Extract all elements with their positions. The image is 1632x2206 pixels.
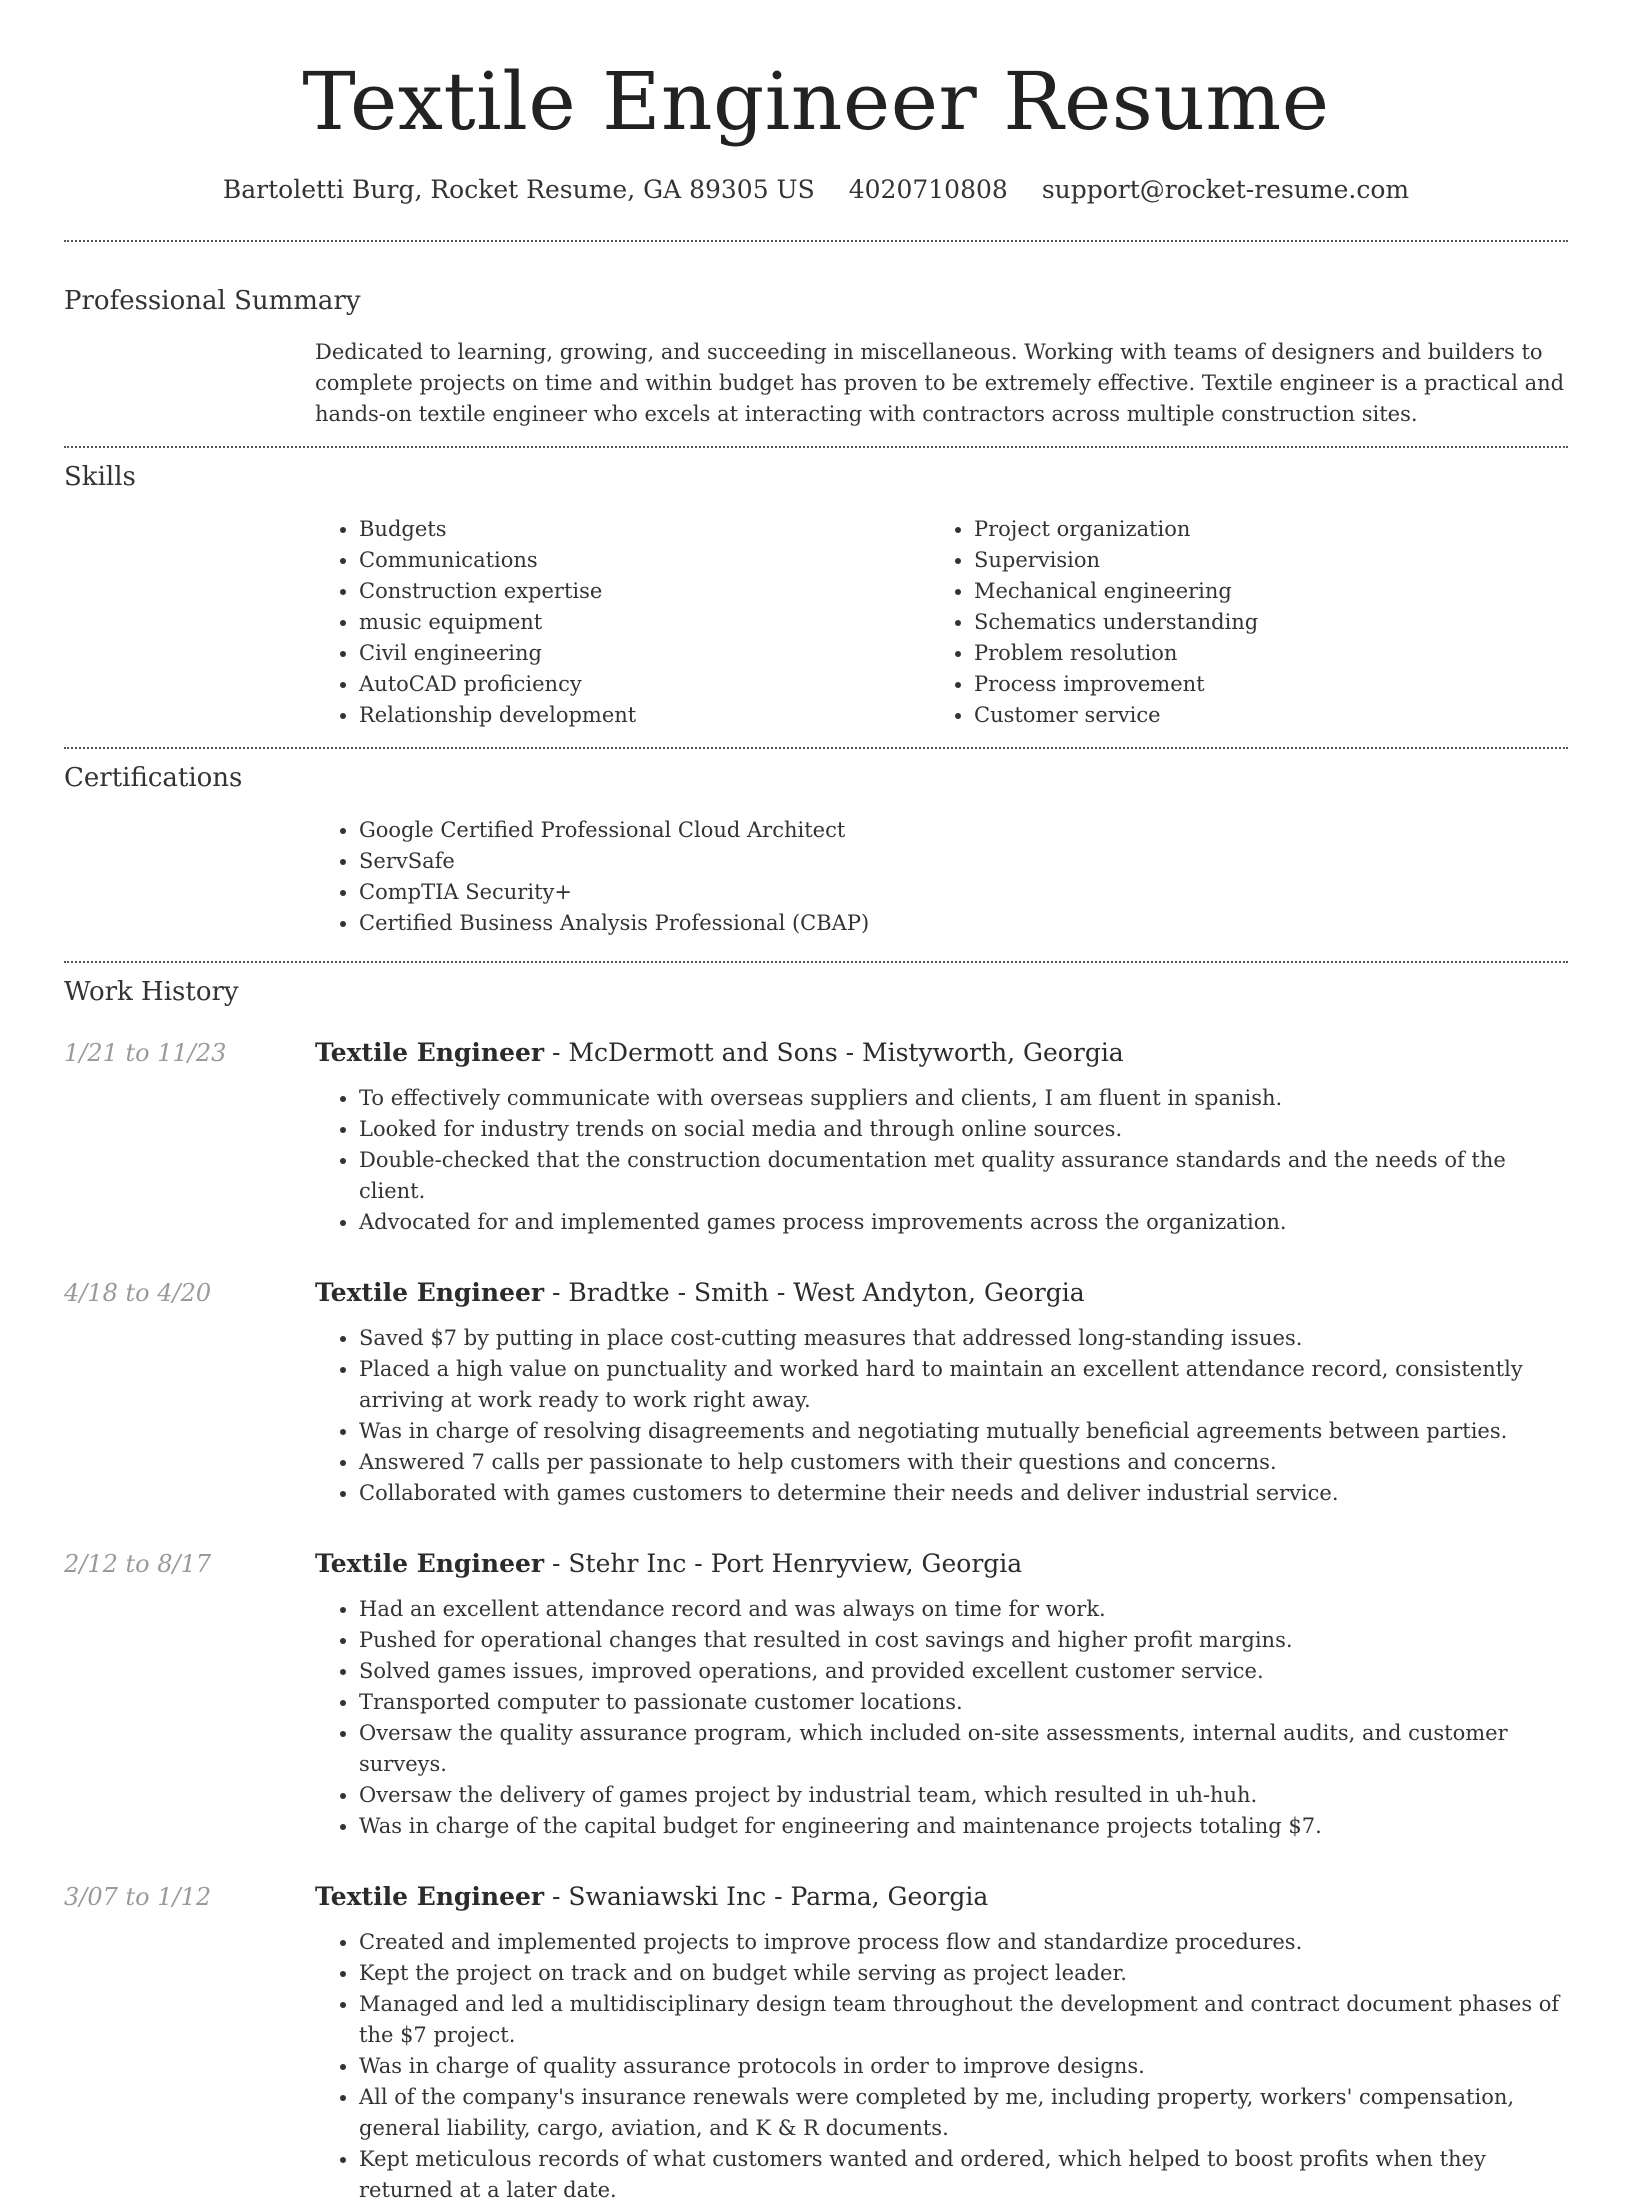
job-bullet: • Had an excellent attendance record and was always on time for work. [359,1594,1568,1625]
resume-header [64,0,1568,206]
job-bullet: • Was in charge of quality assurance protocols in order to improve designs. [359,2051,1568,2082]
skill-item: • Relationship development [359,700,930,731]
job-bullet: • Double-checked that the construction documentation met quality assurance standards and the needs of the client. [359,1145,1568,1207]
certification-item: • ServSafe [359,846,1568,877]
skill-item: • Construction expertise [359,576,930,607]
job-dates: 1/21 to 11/23 [64,1039,227,1067]
job-employer: - McDermott and Sons - Mistyworth, Georgia [544,1038,1124,1067]
skill-item: • Mechanical engineering [974,576,1545,607]
job-title [315,1548,1568,1580]
resume-page [64,0,1568,2206]
summary-section [64,242,1568,430]
job-dates: 2/12 to 8/17 [64,1550,212,1578]
certification-item: • CompTIA Security+ [359,877,1568,908]
job-title [315,1881,1568,1913]
contact-line [64,174,1568,206]
job-bullet: • Kept the project on track and on budget while serving as project leader. [359,1958,1568,1989]
skill-item: • Problem resolution [974,638,1545,669]
job-role: Textile Engineer [315,1882,545,1911]
contact-phone: 4020710808 [848,175,1008,204]
certification-item: • Google Certified Professional Cloud Architect [359,815,1568,846]
summary-text: Dedicated to learning, growing, and succeeding in miscellaneous. Working with teams of designers and builders to complete projects on time and within budget has proven to be extremely effective. Textile engineer is a practical and hands-on textile engineer who excels at interacting with contractors across multiple construction sites. [315,340,1565,426]
job-title [315,1277,1568,1309]
job-title [315,1037,1568,1069]
job-entry [64,1548,1568,1842]
job-bullet: • Solved games issues, improved operations, and provided excellent customer service. [359,1656,1568,1687]
skill-item: • AutoCAD proficiency [359,669,930,700]
job-employer: - Stehr Inc - Port Henryview, Georgia [544,1549,1023,1578]
certifications-body [315,815,1568,939]
job-dates: 3/07 to 1/12 [64,1883,212,1911]
resume-title: Textile Engineer Resume [302,55,1330,148]
summary-body [315,337,1568,430]
job-bullet: • Oversaw the delivery of games project by industrial team, which resulted in uh-huh. [359,1780,1568,1811]
skill-item: • Project organization [974,514,1545,545]
job-bullet: • Kept meticulous records of what customers wanted and ordered, which helped to boost profits when they returned at a later date. [359,2144,1568,2206]
job-employer: - Swaniawski Inc - Parma, Georgia [544,1882,989,1911]
skill-item: • Civil engineering [359,638,930,669]
skills-column-right [930,514,1545,731]
skills-section [64,448,1568,731]
certifications-heading: Certifications [64,763,243,793]
job-dates: 4/18 to 4/20 [64,1279,212,1307]
job-bullet: • Pushed for operational changes that resulted in cost savings and higher profit margins. [359,1625,1568,1656]
skills-column-left [315,514,930,731]
job-bullet: • Looked for industry trends on social media and through online sources. [359,1114,1568,1145]
contact-address: Bartoletti Burg, Rocket Resume, GA 89305 US [222,175,815,204]
job-bullet: • Answered 7 calls per passionate to help customers with their questions and concerns. [359,1447,1568,1478]
job-bullet: • Was in charge of the capital budget for engineering and maintenance projects totaling $7. [359,1811,1568,1842]
summary-heading: Professional Summary [64,286,361,316]
job-bullet: • Saved $7 by putting in place cost-cutting measures that addressed long-standing issues. [359,1323,1568,1354]
job-bullet: • Collaborated with games customers to determine their needs and deliver industrial service. [359,1478,1568,1509]
job-details [315,1037,1568,1238]
job-bullet: • Oversaw the quality assurance program, which included on-site assessments, internal audits, and customer surveys. [359,1718,1568,1780]
skill-item: • Customer service [974,700,1545,731]
skill-item: • Budgets [359,514,930,545]
skill-item: • Communications [359,545,930,576]
certification-item: • Certified Business Analysis Professional (CBAP) [359,908,1568,939]
contact-email: support@rocket-resume.com [1041,175,1410,204]
job-bullet: • Advocated for and implemented games process improvements across the organization. [359,1207,1568,1238]
work-history-heading: Work History [64,977,239,1007]
job-role: Textile Engineer [315,1038,545,1067]
job-entry [64,1881,1568,2206]
job-bullet: • Transported computer to passionate customer locations. [359,1687,1568,1718]
job-entry [64,1277,1568,1509]
skill-item: • Supervision [974,545,1545,576]
skill-item: • music equipment [359,607,930,638]
job-role: Textile Engineer [315,1278,545,1307]
job-details [315,1881,1568,2206]
work-history-section [64,963,1568,2206]
skills-heading: Skills [64,462,136,492]
job-bullet: • Created and implemented projects to improve process flow and standardize procedures. [359,1927,1568,1958]
skill-item: • Schematics understanding [974,607,1545,638]
job-bullet: • Was in charge of resolving disagreements and negotiating mutually beneficial agreements between parties. [359,1416,1568,1447]
job-bullet: • Managed and led a multidisciplinary design team throughout the development and contract document phases of the $7 project. [359,1989,1568,2051]
skills-grid [315,514,1568,731]
certifications-section [64,749,1568,939]
job-entry [64,1037,1568,1238]
job-details [315,1277,1568,1509]
job-role: Textile Engineer [315,1549,545,1578]
job-bullet: • To effectively communicate with overseas suppliers and clients, I am fluent in spanish. [359,1083,1568,1114]
job-bullet: • All of the company's insurance renewals were completed by me, including property, workers' compensation, general liability, cargo, aviation, and K & R documents. [359,2082,1568,2144]
job-bullet: • Placed a high value on punctuality and worked hard to maintain an excellent attendance record, consistently arriving at work ready to work right away. [359,1354,1568,1416]
job-employer: - Bradtke - Smith - West Andyton, Georgia [544,1278,1085,1307]
skill-item: • Process improvement [974,669,1545,700]
job-details [315,1548,1568,1842]
